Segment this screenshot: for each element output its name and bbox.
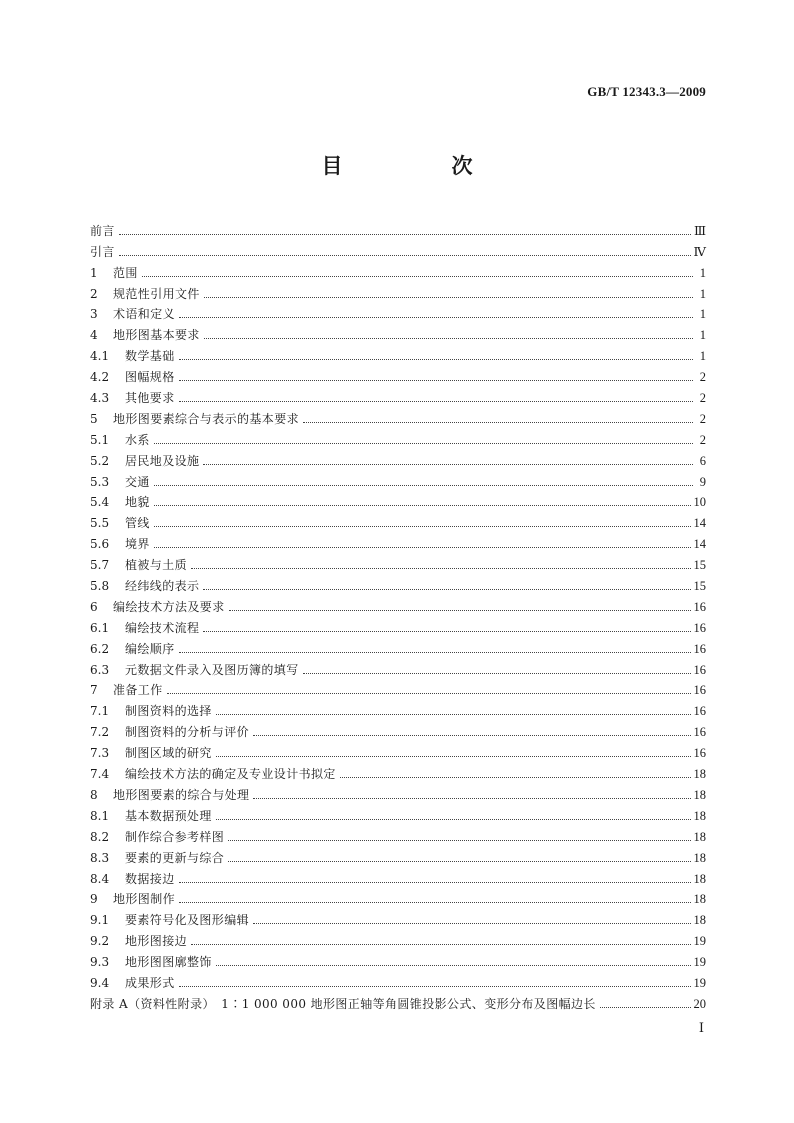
toc-entry-page: Ⅲ — [693, 223, 706, 238]
toc-entry[interactable] — [90, 426, 706, 447]
toc-dot-leader — [179, 902, 690, 903]
toc-dot-leader — [340, 777, 691, 778]
toc-dot-leader — [216, 756, 691, 757]
toc-entry[interactable] — [90, 489, 706, 510]
toc-entry[interactable] — [90, 614, 706, 635]
toc-entry-page: 16 — [693, 704, 706, 719]
toc-entry-page: 1 — [699, 265, 706, 280]
toc-dot-leader — [119, 255, 691, 256]
toc-entry-page: 16 — [693, 641, 706, 656]
toc-entry-number: 5.5 — [90, 516, 110, 531]
toc-dot-leader — [191, 944, 690, 945]
toc-entry-label: 其他要求 — [125, 391, 175, 406]
toc-entry-label: 制图资料的分析与评价 — [125, 725, 250, 740]
toc-dot-leader — [600, 1007, 691, 1008]
toc-entry[interactable] — [90, 217, 706, 238]
toc-entry-number: 5.7 — [90, 558, 110, 573]
toc-dot-leader — [216, 714, 691, 715]
toc-dot-leader — [179, 317, 693, 318]
toc-entry-number: 8.2 — [90, 829, 110, 844]
toc-entry[interactable] — [90, 468, 706, 489]
toc-dot-leader — [216, 819, 691, 820]
toc-entry-label: 元数据文件录入及图历簿的填写 — [125, 662, 299, 677]
toc-entry-label: 数据接边 — [125, 871, 175, 886]
toc-entry-number: 5 — [90, 411, 98, 426]
toc-entry-label: 地形图要素综合与表示的基本要求 — [113, 411, 300, 426]
toc-dot-leader — [253, 735, 690, 736]
toc-dot-leader — [179, 882, 691, 883]
toc-entry[interactable] — [90, 760, 706, 781]
toc-entry-number: 7 — [90, 683, 98, 698]
toc-entry-page: 1 — [699, 328, 706, 343]
toc-entry-number: 8 — [90, 787, 98, 802]
toc-entry[interactable] — [90, 781, 706, 802]
toc-entry[interactable] — [90, 927, 706, 948]
toc-entry-page: 20 — [693, 996, 706, 1011]
toc-entry[interactable] — [90, 656, 706, 677]
toc-dot-leader — [179, 380, 693, 381]
toc-entry-number: 5.3 — [90, 474, 110, 489]
toc-entry-number: 7.3 — [90, 746, 110, 761]
toc-entry-page: 16 — [693, 620, 706, 635]
toc-dot-leader — [191, 568, 690, 569]
toc-entry[interactable] — [90, 948, 706, 969]
toc-dot-leader — [204, 297, 693, 298]
toc-dot-leader — [154, 547, 691, 548]
toc-entry[interactable] — [90, 677, 706, 698]
toc-entry-number: 6 — [90, 599, 98, 614]
toc-entry[interactable] — [90, 739, 706, 760]
toc-entry-page: 2 — [699, 432, 706, 447]
toc-dot-leader — [228, 840, 690, 841]
toc-entry-page: 10 — [693, 495, 706, 510]
toc-dot-leader — [229, 610, 691, 611]
toc-entry[interactable] — [90, 238, 706, 259]
toc-entry-page: 16 — [693, 599, 706, 614]
toc-dot-leader — [154, 443, 693, 444]
toc-entry[interactable] — [90, 593, 706, 614]
toc-dot-leader — [142, 276, 693, 277]
toc-entry-page: 2 — [699, 391, 706, 406]
standard-code: GB/T 12343.3—2009 — [587, 84, 706, 99]
toc-entry-page: 1 — [699, 307, 706, 322]
toc-entry-number: 9 — [90, 892, 98, 907]
toc-entry-label: 境界 — [125, 537, 150, 552]
toc-entry[interactable] — [90, 865, 706, 886]
toc-entry[interactable] — [90, 697, 706, 718]
toc-entry-page: 18 — [693, 829, 706, 844]
toc-entry-page: Ⅳ — [693, 244, 706, 259]
toc-entry-number: 7.1 — [90, 704, 110, 719]
toc-entry[interactable] — [90, 718, 706, 739]
toc-entry-page: 9 — [699, 474, 706, 489]
toc-entry-label: 规范性引用文件 — [113, 286, 200, 301]
toc-entry[interactable] — [90, 280, 706, 301]
toc-entry-page: 19 — [693, 955, 706, 970]
toc-entry-page: 16 — [693, 746, 706, 761]
toc-entry[interactable] — [90, 844, 706, 865]
toc-entry-number: 3 — [90, 307, 98, 322]
toc-entry-page: 2 — [699, 370, 706, 385]
toc-entry-label: 地形图制作 — [113, 892, 176, 907]
toc-entry-label: 制图资料的选择 — [125, 704, 212, 719]
toc-entry[interactable] — [90, 635, 706, 656]
toc-entry-page: 18 — [693, 808, 706, 823]
toc-dot-leader — [119, 234, 691, 235]
toc-list — [90, 217, 706, 1011]
toc-dot-leader — [167, 693, 691, 694]
toc-entry-number: 7.2 — [90, 725, 110, 740]
toc-entry-page: 14 — [693, 516, 706, 531]
toc-entry-page: 16 — [693, 725, 706, 740]
toc-dot-leader — [303, 422, 693, 423]
toc-dot-leader — [203, 631, 690, 632]
toc-entry-number: 9.4 — [90, 975, 110, 990]
toc-entry-number: 4.2 — [90, 370, 110, 385]
toc-entry-page: 14 — [693, 537, 706, 552]
toc-entry-number: 8.3 — [90, 850, 110, 865]
toc-entry-label: 引言 — [90, 244, 115, 259]
toc-entry-number: 9.1 — [90, 913, 110, 928]
toc-entry-label: 制作综合参考样图 — [125, 829, 225, 844]
toc-entry-label: 成果形式 — [125, 975, 175, 990]
toc-entry-label: 要素的更新与综合 — [125, 850, 225, 865]
toc-entry[interactable] — [90, 823, 706, 844]
toc-entry-number: 1 — [90, 265, 98, 280]
toc-entry-page: 15 — [693, 579, 706, 594]
toc-entry-label: 植被与土质 — [125, 558, 188, 573]
toc-entry-label: 地形图基本要求 — [113, 328, 200, 343]
toc-entry-number: 8.1 — [90, 808, 110, 823]
toc-entry-page: 6 — [699, 453, 706, 468]
toc-dot-leader — [204, 338, 693, 339]
toc-entry[interactable] — [90, 447, 706, 468]
toc-entry[interactable] — [90, 363, 706, 384]
toc-entry-label: 经纬线的表示 — [125, 579, 200, 594]
toc-entry[interactable] — [90, 342, 706, 363]
toc-entry-number: 9.3 — [90, 955, 110, 970]
toc-entry[interactable] — [90, 906, 706, 927]
toc-entry[interactable] — [90, 301, 706, 322]
toc-dot-leader — [179, 986, 691, 987]
toc-entry-number: 8.4 — [90, 871, 110, 886]
page-number: Ⅰ — [698, 1020, 704, 1035]
toc-entry-page: 18 — [693, 892, 706, 907]
toc-entry-label: 术语和定义 — [113, 307, 176, 322]
toc-entry-number: 5.8 — [90, 579, 110, 594]
toc-entry-page: 18 — [693, 913, 706, 928]
toc-entry-number: 5.4 — [90, 495, 110, 510]
toc-entry-number: 6.2 — [90, 641, 110, 656]
toc-entry[interactable] — [90, 969, 706, 990]
toc-dot-leader — [303, 673, 691, 674]
toc-entry-label: 附录 A（资料性附录） 1∶1 000 000 地形图正轴等角圆锥投影公式、变形分布及图幅边长 — [90, 996, 596, 1011]
toc-entry-label: 编绘技术流程 — [125, 620, 200, 635]
toc-entry-number: 4.3 — [90, 391, 110, 406]
toc-dot-leader — [179, 401, 693, 402]
toc-entry-label: 制图区域的研究 — [125, 746, 212, 761]
toc-entry[interactable] — [90, 530, 706, 551]
toc-dot-leader — [179, 359, 693, 360]
toc-entry-page: 19 — [693, 975, 706, 990]
toc-entry-label: 交通 — [125, 474, 150, 489]
toc-entry-label: 水系 — [125, 432, 150, 447]
toc-dot-leader — [228, 861, 690, 862]
toc-entry-page: 2 — [699, 411, 706, 426]
toc-entry-number: 4 — [90, 328, 98, 343]
toc-entry-label: 要素符号化及图形编辑 — [125, 913, 250, 928]
toc-dot-leader — [253, 798, 690, 799]
toc-entry-number: 4.1 — [90, 349, 110, 364]
toc-entry-page: 15 — [693, 558, 706, 573]
toc-entry-label: 居民地及设施 — [125, 453, 200, 468]
page-title: 目 次 — [321, 153, 517, 178]
toc-entry-label: 前言 — [90, 223, 115, 238]
toc-dot-leader — [154, 505, 691, 506]
toc-entry-number: 5.2 — [90, 453, 110, 468]
toc-entry-page: 18 — [693, 871, 706, 886]
toc-entry-page: 1 — [699, 349, 706, 364]
toc-entry[interactable] — [90, 321, 706, 342]
toc-dot-leader — [154, 526, 691, 527]
toc-entry[interactable] — [90, 384, 706, 405]
toc-entry-label: 地形图接边 — [125, 934, 188, 949]
toc-entry-number: 2 — [90, 286, 98, 301]
toc-entry-number: 9.2 — [90, 934, 110, 949]
toc-entry-number: 5.1 — [90, 432, 110, 447]
toc-entry[interactable] — [90, 572, 706, 593]
toc-entry-page: 19 — [693, 934, 706, 949]
toc-entry[interactable] — [90, 990, 706, 1011]
toc-dot-leader — [253, 923, 690, 924]
toc-entry-page: 18 — [693, 850, 706, 865]
toc-entry-label: 编绘技术方法及要求 — [113, 599, 225, 614]
toc-entry-label: 地形图图廓整饰 — [125, 955, 212, 970]
toc-entry-label: 编绘顺序 — [125, 641, 175, 656]
toc-dot-leader — [216, 965, 691, 966]
toc-dot-leader — [154, 485, 693, 486]
toc-entry-page: 18 — [693, 767, 706, 782]
toc-entry-label: 图幅规格 — [125, 370, 175, 385]
toc-entry-page: 18 — [693, 787, 706, 802]
toc-dot-leader — [203, 589, 690, 590]
toc-entry-label: 地形图要素的综合与处理 — [113, 787, 250, 802]
toc-entry-number: 7.4 — [90, 767, 110, 782]
toc-entry-label: 地貌 — [125, 495, 150, 510]
toc-entry[interactable] — [90, 802, 706, 823]
toc-entry-page: 16 — [693, 662, 706, 677]
toc-entry-label: 准备工作 — [113, 683, 163, 698]
toc-entry[interactable] — [90, 551, 706, 572]
toc-entry-label: 管线 — [125, 516, 150, 531]
toc-entry-number: 5.6 — [90, 537, 110, 552]
toc-entry[interactable] — [90, 405, 706, 426]
toc-entry-page: 16 — [693, 683, 706, 698]
toc-entry-label: 基本数据预处理 — [125, 808, 212, 823]
toc-dot-leader — [203, 464, 693, 465]
toc-entry-page: 1 — [699, 286, 706, 301]
toc-entry[interactable] — [90, 509, 706, 530]
toc-entry-label: 编绘技术方法的确定及专业设计书拟定 — [125, 767, 336, 782]
toc-dot-leader — [179, 652, 691, 653]
toc-entry[interactable] — [90, 259, 706, 280]
toc-entry-label: 范围 — [113, 265, 138, 280]
toc-entry[interactable] — [90, 886, 706, 907]
toc-entry-label: 数学基础 — [125, 349, 175, 364]
toc-entry-number: 6.1 — [90, 620, 110, 635]
toc-entry-number: 6.3 — [90, 662, 110, 677]
